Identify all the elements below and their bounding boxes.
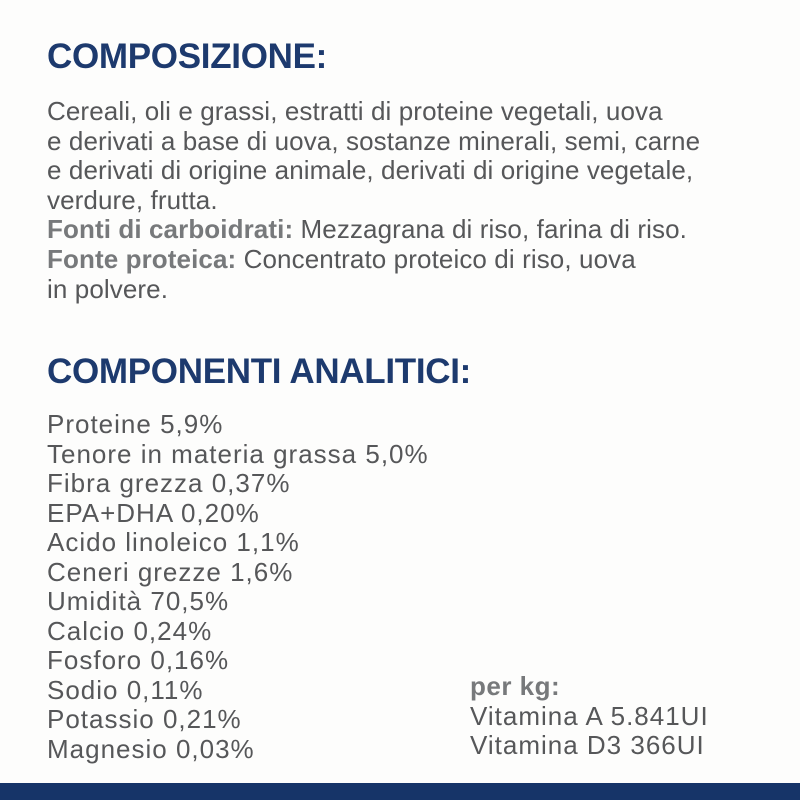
composition-line: verdure, frutta. — [47, 184, 218, 215]
composition-line: e derivati a base di uova, sostanze minerali, semi, carne — [47, 125, 701, 156]
analytical-components-title: COMPONENTI ANALITICI: — [47, 352, 472, 391]
composition-line: Cereali, oli e grassi, estratti di proteine vegetali, uova — [47, 96, 663, 126]
carbohydrate-sources-line — [47, 215, 700, 245]
protein-source-value: Concentrato proteico di riso, uova — [236, 243, 636, 274]
analytical-item: Fosforo 0,16% — [47, 645, 230, 675]
analytical-item: Acido linoleico 1,1% — [47, 527, 300, 557]
protein-source-continuation: in polvere. — [47, 273, 169, 304]
footer-navy-bar — [0, 783, 800, 800]
analytical-item: Sodio 0,11% — [47, 674, 204, 705]
analytical-item: Tenore in materia grassa 5,0% — [47, 438, 429, 469]
analytical-item: Ceneri grezze 1,6% — [47, 556, 294, 587]
protein-source-line — [47, 245, 700, 275]
per-kg-label: per kg: — [470, 671, 561, 701]
composition-title: COMPOSIZIONE: — [47, 37, 327, 76]
analytical-item: Magnesio 0,03% — [47, 733, 255, 764]
carbohydrate-sources-value: Mezzagrana di riso, farina di riso. — [293, 214, 687, 245]
analytical-item: Umidità 70,5% — [47, 586, 230, 616]
per-kg-block — [470, 672, 709, 761]
analytical-item: Fibra grezza 0,37% — [47, 468, 291, 498]
analytical-item: Calcio 0,24% — [47, 615, 213, 646]
analytical-components-list — [47, 410, 429, 764]
vitamin-d3-value: Vitamina D3 366UI — [470, 730, 705, 761]
composition-line: e derivati di origine animale, derivati di origine vegetale, — [47, 155, 694, 186]
analytical-item: EPA+DHA 0,20% — [47, 497, 260, 528]
composition-text — [47, 97, 700, 304]
analytical-item: Potassio 0,21% — [47, 704, 242, 734]
carbohydrate-sources-label: Fonti di carboidrati: — [47, 214, 294, 245]
protein-source-label: Fonte proteica: — [47, 243, 237, 274]
analytical-item: Proteine 5,9% — [47, 409, 224, 439]
vitamin-a-value: Vitamina A 5.841UI — [470, 700, 709, 731]
